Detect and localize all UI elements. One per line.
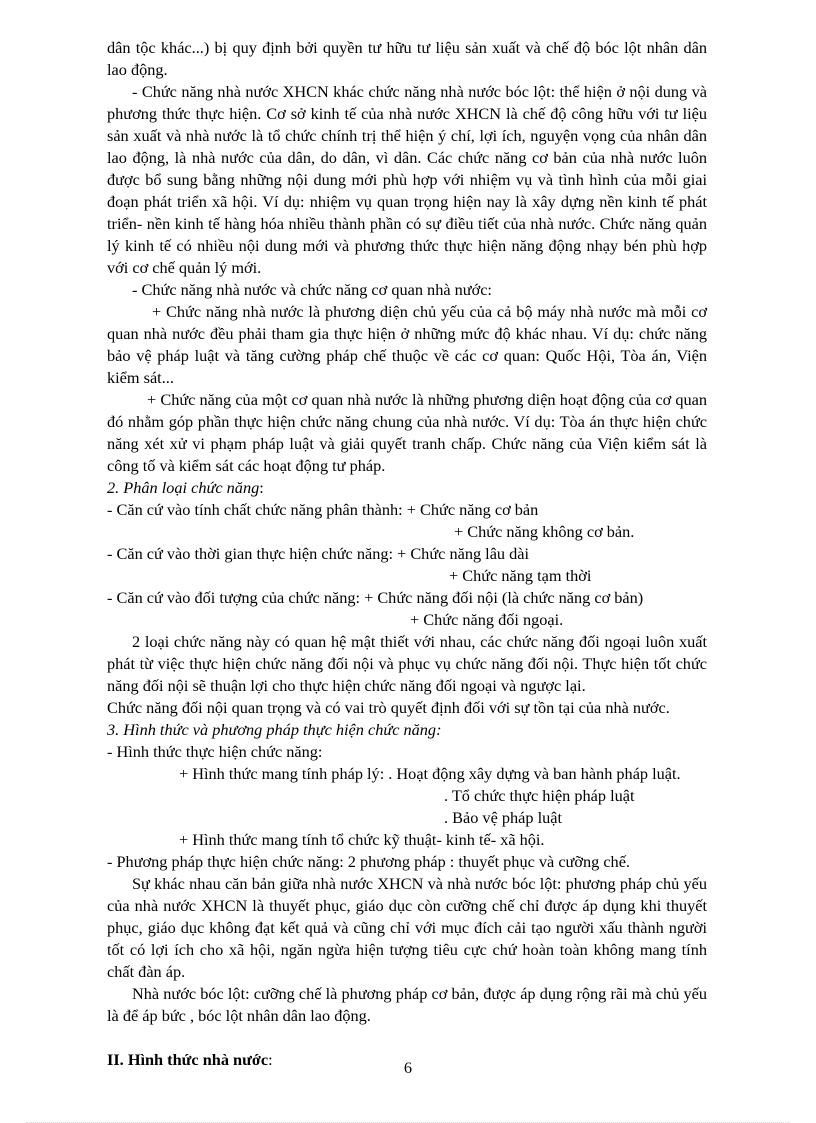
paragraph-agency-function: + Chức năng của một cơ quan nhà nước là những phương diện hoạt động của cơ quan đó nhằm góp phần thực hiện chức năng chung của nhà nước. Ví dụ: Tòa án thực hiện chức năng xét xử vi phạm pháp luật và giải quyết tranh chấp. Chức năng của Viện kiểm sát là công tố và kiểm sát các hoạt động tư pháp.: [107, 390, 707, 475]
form-legal-organize: . Tổ chức thực hiện pháp luật: [444, 786, 635, 805]
paragraph-internal-importance: Chức năng đối nội quan trọng và có vai trò quyết định đối với sự tồn tại của nhà nước.: [107, 698, 670, 717]
paragraph-intro: dân tộc khác...) bị quy định bởi quyền tư hữu tư liệu sản xuất và chế độ bóc lột nhân dân lao động.: [107, 38, 707, 79]
classification-non-basic: + Chức năng không cơ bản.: [454, 522, 635, 541]
page-content: [107, 37, 707, 1071]
paragraph-xhcn-function: - Chức năng nhà nước XHCN khác chức năng nhà nước bóc lột: thể hiện ở nội dung và phương thức thực hiện. Cơ sở kinh tế của nhà nước XHCN là chế độ công hữu với tư liệu sản xuất và nhà nước là tổ chức chính trị thể hiện ý chí, lợi ích, nguyện vọng của nhân dân lao động, là nhà nước của dân, do dân, vì dân. Các chức năng cơ bản của nhà nước luôn được bổ sung bằng những nội dung mới phù hợp với nhiệm vụ và tình hình của mỗi giai đoạn phát triển xã hội. Ví dụ: nhiệm vụ quan trọng hiện nay là xây dựng nền kinh tế phát triển- nền kinh tế hàng hóa nhiều thành phần có sự điều tiết của nhà nước. Chức năng quản lý kinh tế có nhiều nội dung mới và phương thức thực hiện năng động nhạy bén phù hợp với cơ chế quản lý mới.: [107, 82, 707, 277]
classification-by-time: - Căn cứ vào thời gian thực hiện chức năng: + Chức năng lâu dài: [107, 544, 530, 563]
paragraph-state-vs-agency: - Chức năng nhà nước và chức năng cơ quan nhà nước:: [132, 280, 492, 299]
paragraph-state-function: + Chức năng nhà nước là phương diện chủ yếu của cả bộ máy nhà nước mà mỗi cơ quan nhà nước đều phải tham gia thực hiện ở những mức độ khác nhau. Ví dụ: chức năng bảo vệ pháp luật và tăng cường pháp chế thuộc về các cơ quan: Quốc Hội, Tòa án, Viện kiểm sát...: [107, 302, 707, 387]
form-organizational: + Hình thức mang tính tổ chức kỹ thuật- kinh tế- xã hội.: [179, 830, 545, 849]
classification-temporary: + Chức năng tạm thời: [449, 566, 592, 585]
section-3-heading: 3. Hình thức và phương pháp thực hiện chức năng:: [107, 720, 442, 739]
form-heading: - Hình thức thực hiện chức năng:: [107, 742, 323, 761]
section-2-heading-colon: :: [259, 478, 264, 497]
section-2-heading: 2. Phân loại chức năng: [107, 478, 260, 497]
paragraph-relationship: 2 loại chức năng này có quan hệ mật thiết với nhau, các chức năng đối ngoại luôn xuất phát từ việc thực hiện chức năng đối nội và phục vụ chức năng đối nội. Thực hiện tốt chức năng đối nội sẽ thuận lợi cho thực hiện chức năng đối ngoại và ngược lại.: [107, 632, 707, 695]
page-number: 6: [403, 1058, 413, 1077]
form-legal: + Hình thức mang tính pháp lý: . Hoạt động xây dựng và ban hành pháp luật.: [179, 764, 681, 783]
section-ii-heading-colon: :: [268, 1050, 273, 1069]
classification-by-nature: - Căn cứ vào tính chất chức năng phân thành: + Chức năng cơ bản: [107, 500, 539, 519]
form-legal-protect: . Bảo vệ pháp luật: [444, 808, 563, 827]
method-line: - Phương pháp thực hiện chức năng: 2 phương pháp : thuyết phục và cưỡng chế.: [107, 852, 630, 871]
classification-external: + Chức năng đối ngoại.: [410, 610, 564, 629]
section-2-heading-line: [107, 477, 707, 499]
paragraph-method-difference: Sự khác nhau căn bản giữa nhà nước XHCN và nhà nước bóc lột: phương pháp chủ yếu của nhà nước XHCN là thuyết phục, giáo dục còn cưỡng chế chỉ được áp dụng khi thuyết phục, giáo dục không đạt kết quả và cũng chỉ với mục đích cải tạo người xấu thành người tốt có lợi ích cho xã hội, ngăn ngừa hiện tượng tiêu cực chứ hoàn toàn không mang tính chất đàn áp.: [107, 874, 707, 981]
section-ii-heading: II. Hình thức nhà nước: [107, 1050, 269, 1069]
classification-by-object: - Căn cứ vào đối tượng của chức năng: + Chức năng đối nội (là chức năng cơ bản): [107, 588, 644, 607]
paragraph-exploitative-method: Nhà nước bóc lột: cưỡng chế là phương pháp cơ bản, được áp dụng rộng rãi mà chủ yếu là để áp bức , bóc lột nhân dân lao động.: [107, 984, 707, 1025]
